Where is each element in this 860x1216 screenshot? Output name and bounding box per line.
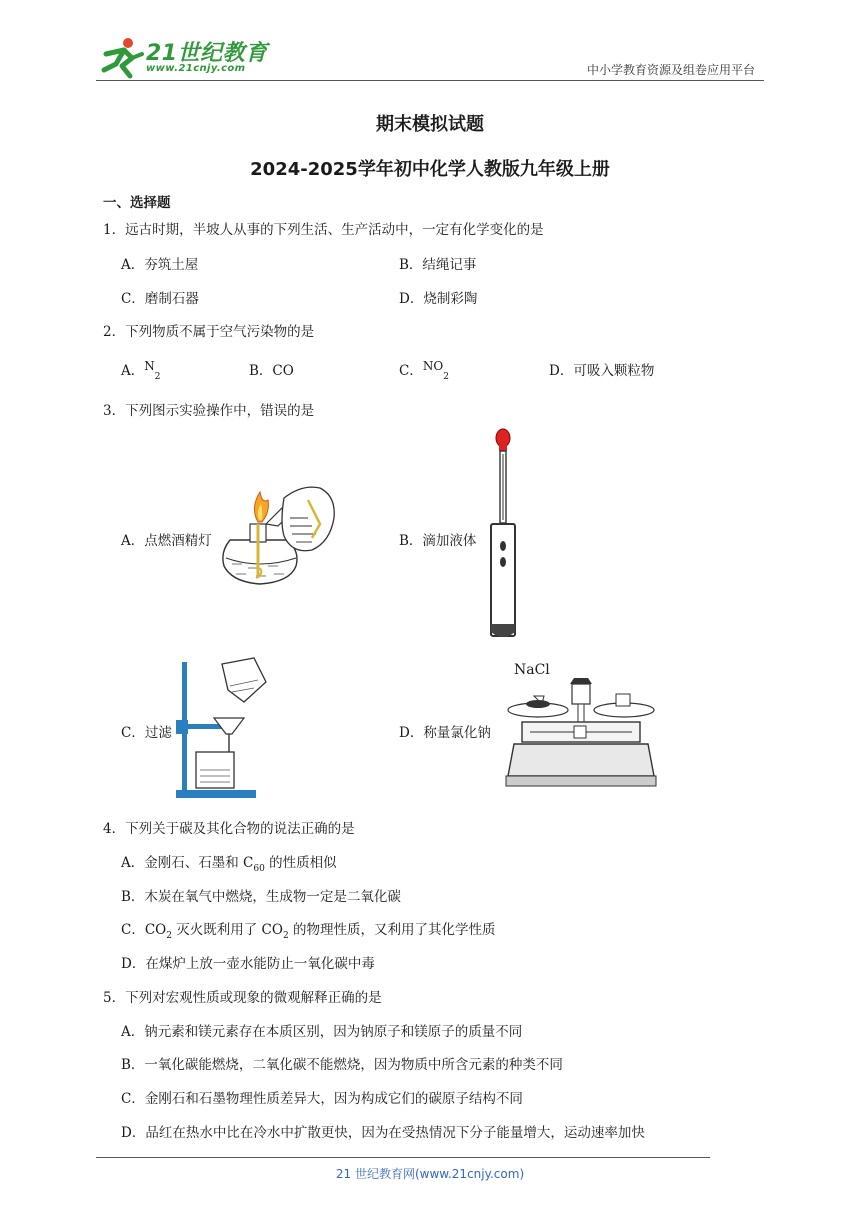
balance-figure <box>504 660 658 792</box>
q4-option-a-post: 的性质相似 <box>264 855 337 871</box>
dropper-tube-figure <box>486 428 520 646</box>
q4-option-c-post: 的物理性质，又利用了其化学性质 <box>288 922 496 938</box>
logo-url: www.21cnjy.com <box>146 63 246 74</box>
q1-option-d: D．烧制彩陶 <box>399 291 478 307</box>
q2-option-c <box>399 359 449 382</box>
q4-option-b: B．木炭在氧气中燃烧，生成物一定是二氧化碳 <box>121 889 401 905</box>
section-heading: 一、选择题 <box>103 195 171 211</box>
alcohol-lamp-figure <box>212 478 342 590</box>
q3-option-b: B．滴加液体 <box>399 533 477 549</box>
q3-option-d: D．称量氯化钠 <box>399 725 491 741</box>
q1-option-a: A．夯筑土屋 <box>121 257 199 273</box>
q4-option-a-sub: 60 <box>253 864 265 874</box>
q2-option-c-formula: NO <box>422 359 444 373</box>
q2-option-c-subscript: 2 <box>443 372 449 382</box>
q5-option-c: C．金刚石和石墨物理性质差异大，因为构成它们的碳原子结构不同 <box>121 1091 523 1107</box>
header-divider <box>96 80 764 81</box>
question-3-stem: 3．下列图示实验操作中，错误的是 <box>103 403 315 419</box>
q2-option-d: D．可吸入颗粒物 <box>549 363 655 379</box>
q4-option-c <box>121 918 496 941</box>
filtration-figure <box>170 656 274 802</box>
q2-option-a-prefix: A． <box>121 363 145 379</box>
runner-logo-icon <box>96 36 146 80</box>
q3-option-c: C．过滤 <box>121 725 172 741</box>
q4-option-a-pre: A．金刚石、石墨和 C <box>121 855 254 871</box>
footer-link[interactable]: 21 世纪教育网(www.21cnjy.com) <box>335 1167 525 1181</box>
q4-option-d: D．在煤炉上放一壶水能防止一氧化碳中毒 <box>121 956 375 972</box>
q1-option-c: C．磨制石器 <box>121 291 199 307</box>
q2-option-c-prefix: C． <box>399 363 423 379</box>
q2-option-a <box>121 359 161 382</box>
page-subtitle: 2024-2025学年初中化学人教版九年级上册 <box>250 159 610 180</box>
question-1-stem: 1．远古时期，半坡人从事的下列生活、生产活动中，一定有化学变化的是 <box>103 222 544 238</box>
q2-option-b: B．CO <box>249 363 294 379</box>
platform-name: 中小学教育资源及组卷应用平台 <box>586 63 755 77</box>
nacl-label: NaCl <box>514 662 550 678</box>
q5-option-a: A．钠元素和镁元素存在本质区别，因为钠原子和镁原子的质量不同 <box>121 1024 523 1040</box>
question-4-stem: 4．下列关于碳及其化合物的说法正确的是 <box>103 821 355 837</box>
q4-option-a <box>121 851 337 874</box>
question-5-stem: 5．下列对宏观性质或现象的微观解释正确的是 <box>103 990 382 1006</box>
q4-option-c-mid: 灭火既利用了 CO <box>171 922 283 938</box>
logo-text: 21世纪教育 <box>146 41 268 66</box>
question-2-stem: 2．下列物质不属于空气污染物的是 <box>103 324 315 340</box>
q1-option-b: B．结绳记事 <box>399 257 477 273</box>
q5-option-d: D．品红在热水中比在冷水中扩散更快，因为在受热情况下分子能量增大，运动速率加快 <box>121 1125 645 1141</box>
q5-option-b: B．一氧化碳能燃烧，二氧化碳不能燃烧，因为物质中所含元素的种类不同 <box>121 1057 563 1073</box>
page-title: 期末模拟试题 <box>376 114 484 135</box>
q2-option-a-formula: N <box>144 359 155 373</box>
footer-divider <box>96 1157 710 1158</box>
q2-option-a-subscript: 2 <box>154 372 161 382</box>
q4-option-c-pre: C．CO <box>121 922 167 938</box>
q4-option-c-sub2: 2 <box>282 931 289 941</box>
q4-option-c-sub1: 2 <box>166 931 172 941</box>
q3-option-a: A．点燃酒精灯 <box>121 533 212 549</box>
